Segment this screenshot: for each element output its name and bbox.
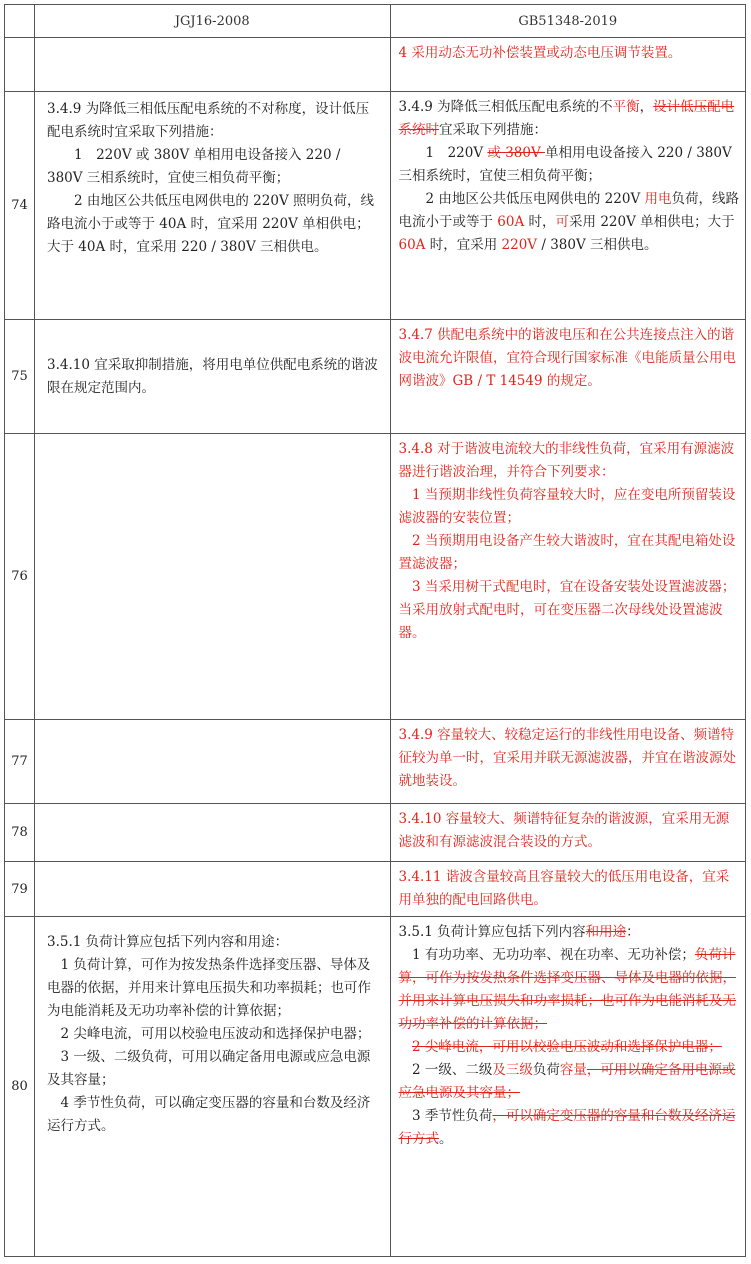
deleted-text: ，可用以确定备用电源或应急电源及其容量； <box>398 1062 736 1101</box>
deleted-text: 和用途 <box>585 924 627 940</box>
table-row <box>5 434 746 720</box>
old-clause-cell <box>35 92 391 320</box>
clause-item: 1 有功功率、无功功率、视在功率、无功补偿；负荷计算，可作为按发热条件选择变压器、导体及电器的依据，并用来计算电压损失和功率损耗；也可作为电能消耗及无功功率补偿的计算依据； <box>398 947 736 1032</box>
old-clause-cell <box>35 38 391 92</box>
row-number <box>5 38 35 92</box>
new-clause-cell <box>390 320 746 434</box>
old-clause-cell <box>35 862 391 917</box>
old-clause-cell <box>35 320 391 434</box>
clause-item: 2 由地区公共低压电网供电的 220V 照明负荷，线路电流小于或等于 40A 时，宜采用 220V 单相供电；大于 40A 时，宜采用 220 / 380V 三相供电。 <box>47 193 374 255</box>
clause-text: 3.4.10 宜采取抑制措施，将用电单位供配电系统的谐波限在规定范围内。 <box>47 356 378 396</box>
clause-item: 2 一级、二级及三级负荷容量，可用以确定备用电源或应急电源及其容量； <box>398 1062 736 1101</box>
new-clause-cell <box>390 804 746 862</box>
new-clause-cell <box>390 434 746 720</box>
clause-item: 3 一级、二级负荷，可用以确定备用电源或应急电源及其容量； <box>47 1049 371 1088</box>
deleted-text: 负荷计算，可作为按发热条件选择变压器、导体及电器的依据，并用来计算电压损失和功率损耗；也可作为电能消耗及无功功率补偿的计算依据； <box>398 947 736 1032</box>
clause-item: 1 220V 或 380V 单相用电设备接入 220 / 380V 三相系统时，宜使三相负荷平衡； <box>47 147 341 186</box>
clause-item: 1 负荷计算，可作为按发热条件选择变压器、导体及电器的依据，并用来计算电压损失和功率损耗；也可作为电能消耗及无功功率补偿的计算依据； <box>47 957 371 1019</box>
row-number: 75 <box>5 320 35 434</box>
new-clause-cell <box>390 720 746 804</box>
row-number: 74 <box>5 92 35 320</box>
clause-item: 2 尖峰电流，可用以校验电压波动和选择保护电器； <box>60 1026 371 1042</box>
new-clause-cell <box>390 917 746 1257</box>
clause-item: 2 当预期用电设备产生较大谐波时，宜在其配电箱处设置滤波器； <box>398 533 736 572</box>
table-row <box>5 92 746 320</box>
old-clause-cell <box>35 434 391 720</box>
row-number: 77 <box>5 720 35 804</box>
old-clause-cell <box>35 720 391 804</box>
clause-text: 3.4.10 容量较大、频谱特征复杂的谐波源，宜采用无源滤波和有源滤波混合装设的方式。 <box>398 811 730 850</box>
table-row <box>5 804 746 862</box>
header-old-standard: JGJ16-2008 <box>35 5 391 38</box>
clause-text: 3.4.9 为降低三相低压配电系统的不平衡，设计低压配电系统时宜采取下列措施： <box>398 99 735 138</box>
clause-text: 3.4.8 对于谐波电流较大的非线性负荷，宜采用有源滤波器进行谐波治理，并符合下列要求： <box>398 441 735 480</box>
header-new-standard: GB51348-2019 <box>390 5 746 38</box>
clause-text: 3.5.1 负荷计算应包括下列内容和用途： <box>398 924 640 940</box>
clause-text: 3.4.9 容量较大、较稳定运行的非线性用电设备、频谱特征较为单一时，宜采用并联无源滤波器，并宜在谐波源处就地装设。 <box>398 727 736 789</box>
clause-text: 3.4.11 谐波含量较高且容量较大的低压用电设备，宜采用单独的配电回路供电。 <box>398 869 730 908</box>
clause-item: 3 当采用树干式配电时，宜在设备安装处设置滤波器；当采用放射式配电时，可在变压器二次母线处设置滤波器。 <box>398 579 736 641</box>
new-clause-cell <box>390 862 746 917</box>
table-row <box>5 917 746 1257</box>
deleted-text: ，可以确定变压器的容量和台数及经济运行方式 <box>398 1108 736 1147</box>
row-number: 78 <box>5 804 35 862</box>
deleted-text: 或 380V <box>487 145 546 161</box>
new-clause-cell <box>390 92 746 320</box>
table-row <box>5 720 746 804</box>
deleted-text: 设计低压配电系统时 <box>398 99 735 138</box>
clause-item: 1 当预期非线性负荷容量较大时，应在变电所预留装设滤波器的安装位置； <box>398 487 736 526</box>
clause-item: 4 季节性负荷，可以确定变压器的容量和台数及经济运行方式。 <box>47 1095 371 1134</box>
new-clause-cell <box>390 38 746 92</box>
old-clause-cell <box>35 804 391 862</box>
header-row <box>5 5 746 38</box>
row-number: 79 <box>5 862 35 917</box>
clause-text: 4 采用动态无功补偿装置或动态电压调节装置。 <box>398 45 682 61</box>
deleted-text: 2 尖峰电流，可用以校验电压波动和选择保护电器； <box>412 1039 722 1055</box>
old-clause-cell <box>35 917 391 1257</box>
row-number: 76 <box>5 434 35 720</box>
table-row <box>5 862 746 917</box>
table-row <box>5 38 746 92</box>
comparison-table <box>4 4 746 1257</box>
clause-item: 2 由地区公共低压电网供电的 220V 用电负荷，线路电流小于或等于 60A 时，可采用 220V 单相供电；大于 60A 时，宜采用 220V / 380V 三相供电。 <box>398 191 739 253</box>
header-num-cell <box>5 5 35 38</box>
clause-text: 3.4.7 供配电系统中的谐波电压和在公共连接点注入的谐波电流允许限值，宜符合现行国家标准《电能质量公用电网谐波》GB / T 14549 的规定。 <box>398 327 736 389</box>
table-row <box>5 320 746 434</box>
clause-text: 3.4.9 为降低三相低压配电系统的不对称度，设计低压配电系统时宜采取下列措施： <box>47 101 370 140</box>
row-number: 80 <box>5 917 35 1257</box>
clause-text: 3.5.1 负荷计算应包括下列内容和用途： <box>47 934 289 950</box>
clause-item: 3 季节性负荷，可以确定变压器的容量和台数及经济运行方式。 <box>398 1108 736 1147</box>
clause-item: 1 220V 或 380V 单相用电设备接入 220 / 380V 三相系统时，宜使三相负荷平衡； <box>398 145 732 184</box>
